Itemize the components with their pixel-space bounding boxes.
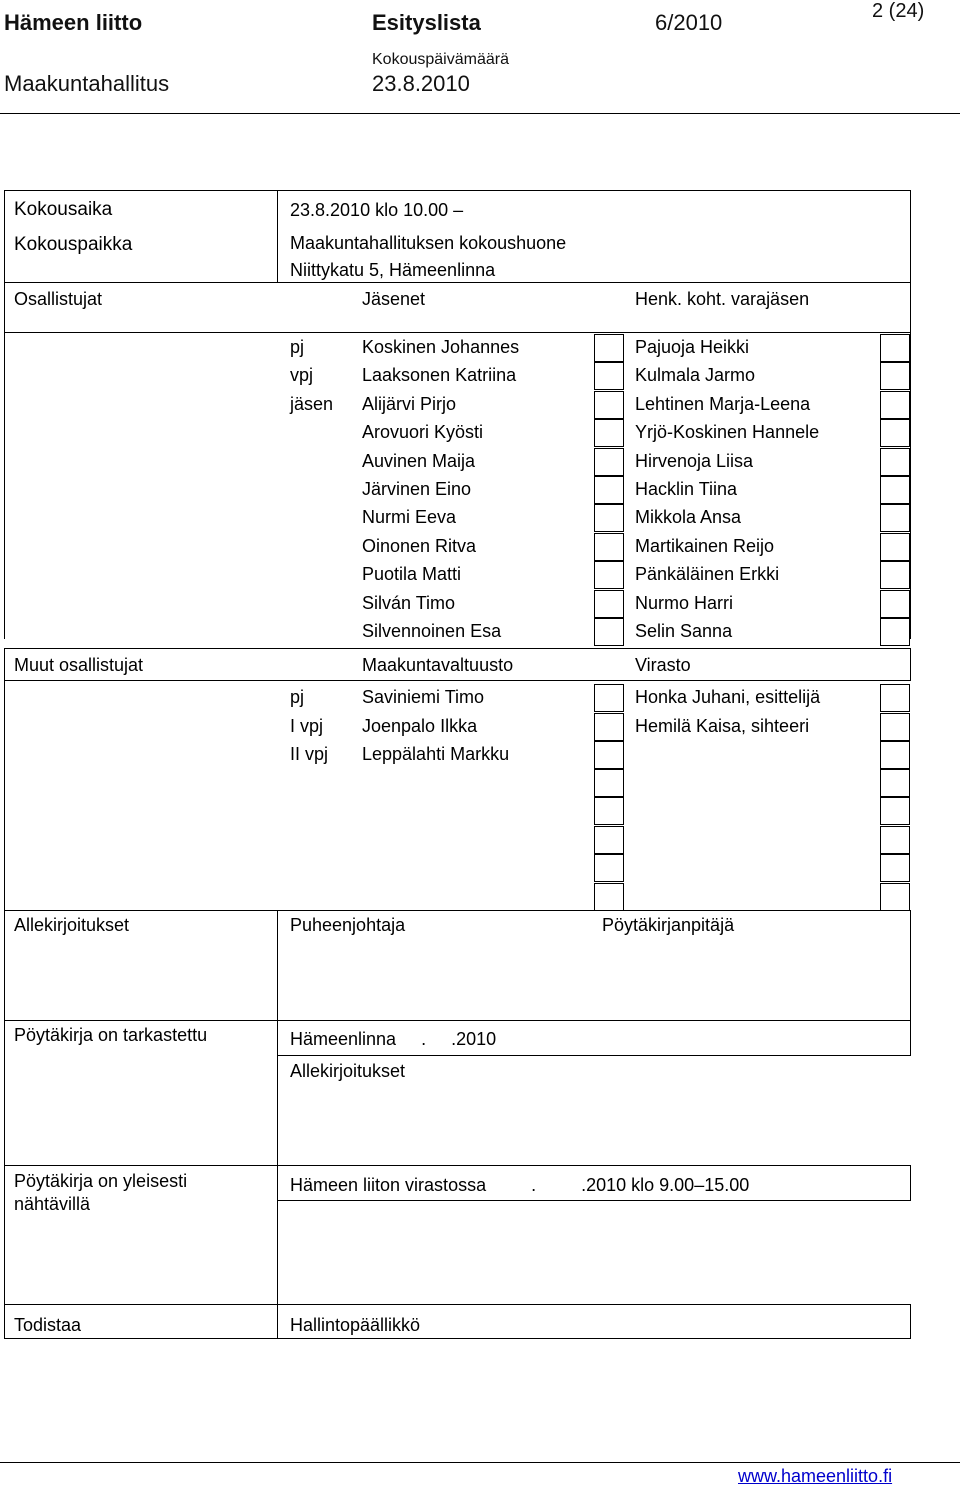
deputy-name: Mikkola Ansa: [635, 507, 742, 528]
signatures-label: Allekirjoitukset: [14, 915, 130, 935]
meeting-place-label: Kokouspaikka: [14, 234, 133, 255]
member-attendance-checkbox[interactable]: [594, 334, 624, 362]
deputy-name: Hacklin Tiina: [635, 479, 738, 499]
empty-checkbox[interactable]: [880, 797, 910, 825]
participant-role: jäsen: [290, 393, 334, 414]
header-rule: [0, 113, 960, 114]
deputies-header: Henk. koht. varajäsen: [635, 289, 810, 309]
member-name: Nurmi Eeva: [362, 507, 457, 528]
secretary-label: Pöytäkirjanpitäjä: [602, 915, 735, 935]
deputy-name: Hirvenoja Liisa: [635, 450, 754, 471]
office-name: Hemilä Kaisa, sihteeri: [635, 715, 810, 736]
council-attendance-checkbox[interactable]: [594, 741, 624, 769]
member-attendance-checkbox[interactable]: [594, 362, 624, 390]
member-name: Auvinen Maija: [362, 450, 476, 471]
body-name: Maakuntahallitus: [4, 71, 170, 96]
deputy-attendance-checkbox[interactable]: [880, 504, 910, 532]
checked-signatures: Allekirjoitukset: [290, 1061, 406, 1081]
deputy-attendance-checkbox[interactable]: [880, 391, 910, 419]
deputy-name: Kulmala Jarmo: [635, 365, 756, 386]
office-header: Virasto: [635, 655, 691, 675]
participant-role: vpj: [290, 365, 314, 386]
council-attendance-checkbox[interactable]: [594, 713, 624, 741]
checked-place-date: Hämeenlinna . .2010: [290, 1029, 497, 1049]
meeting-place-line2: Niittykatu 5, Hämeenlinna: [290, 260, 496, 280]
member-name: Silvennoinen Esa: [362, 621, 502, 641]
member-name: Laaksonen Katriina: [362, 365, 517, 386]
empty-checkbox[interactable]: [880, 883, 910, 911]
public-value: Hämeen liiton virastossa . .2010 klo 9.00–15.00: [290, 1175, 750, 1195]
member-name: Koskinen Johannes: [362, 337, 520, 357]
deputy-name: Martikainen Reijo: [635, 535, 775, 556]
deputy-attendance-checkbox[interactable]: [880, 334, 910, 362]
member-name: Alijärvi Pirjo: [362, 393, 457, 414]
member-attendance-checkbox[interactable]: [594, 618, 624, 646]
deputy-attendance-checkbox[interactable]: [880, 476, 910, 504]
member-name: Puotila Matti: [362, 564, 462, 585]
office-name: Honka Juhani, esittelijä: [635, 687, 821, 707]
members-header: Jäsenet: [362, 289, 426, 309]
council-name: Leppälahti Markku: [362, 744, 510, 764]
empty-checkbox[interactable]: [594, 883, 624, 911]
member-attendance-checkbox[interactable]: [594, 476, 624, 504]
member-attendance-checkbox[interactable]: [594, 448, 624, 476]
website-link[interactable]: www.hameenliitto.fi: [738, 1466, 893, 1486]
member-name: Oinonen Ritva: [362, 535, 477, 556]
deputy-attendance-checkbox[interactable]: [880, 448, 910, 476]
empty-checkbox[interactable]: [594, 854, 624, 882]
council-header: Maakuntavaltuusto: [362, 655, 514, 675]
deputy-name: Pajuoja Heikki: [635, 337, 750, 357]
member-attendance-checkbox[interactable]: [594, 419, 624, 447]
deputy-name: Yrjö-Koskinen Hannele: [635, 422, 820, 443]
member-attendance-checkbox[interactable]: [594, 391, 624, 419]
empty-checkbox[interactable]: [594, 769, 624, 797]
member-attendance-checkbox[interactable]: [594, 590, 624, 618]
certify-label: Todistaa: [14, 1315, 82, 1335]
deputy-name: Selin Sanna: [635, 621, 733, 641]
page-number: 2 (24): [872, 0, 925, 22]
member-attendance-checkbox[interactable]: [594, 504, 624, 532]
participant-role: pj: [290, 337, 305, 357]
checked-label: Pöytäkirja on tarkastettu: [14, 1025, 208, 1045]
deputy-name: Lehtinen Marja-Leena: [635, 393, 811, 414]
meeting-time-value: 23.8.2010 klo 10.00 –: [290, 200, 464, 220]
member-attendance-checkbox[interactable]: [594, 533, 624, 561]
other-role: I vpj: [290, 715, 324, 736]
council-name: Joenpalo Ilkka: [362, 715, 478, 736]
other-role: II vpj: [290, 744, 329, 764]
org-name: Hämeen liitto: [4, 10, 143, 35]
chair-label: Puheenjohtaja: [290, 915, 406, 935]
office-attendance-checkbox[interactable]: [880, 713, 910, 741]
member-attendance-checkbox[interactable]: [594, 561, 624, 589]
doc-number: 6/2010: [655, 10, 723, 35]
council-name: Saviniemi Timo: [362, 687, 485, 707]
office-attendance-checkbox[interactable]: [880, 741, 910, 769]
deputy-attendance-checkbox[interactable]: [880, 419, 910, 447]
member-name: Silván Timo: [362, 592, 456, 613]
deputy-attendance-checkbox[interactable]: [880, 362, 910, 390]
doc-type: Esityslista: [372, 10, 481, 35]
footer-rule: [0, 1462, 960, 1463]
other-role: pj: [290, 687, 305, 707]
member-name: Arovuori Kyösti: [362, 422, 484, 443]
deputy-attendance-checkbox[interactable]: [880, 561, 910, 589]
meeting-date: 23.8.2010: [372, 71, 470, 96]
others-label: Muut osallistujat: [14, 655, 144, 675]
member-name: Järvinen Eino: [362, 479, 472, 499]
certify-value: Hallintopäällikkö: [290, 1315, 421, 1335]
council-attendance-checkbox[interactable]: [594, 684, 624, 712]
empty-checkbox[interactable]: [880, 854, 910, 882]
empty-checkbox[interactable]: [880, 826, 910, 854]
deputy-name: Nurmo Harri: [635, 592, 734, 613]
office-attendance-checkbox[interactable]: [880, 684, 910, 712]
deputy-attendance-checkbox[interactable]: [880, 590, 910, 618]
deputy-attendance-checkbox[interactable]: [880, 533, 910, 561]
public-label-line1: Pöytäkirja on yleisesti: [14, 1171, 188, 1191]
deputy-attendance-checkbox[interactable]: [880, 618, 910, 646]
meeting-time-label: Kokousaika: [14, 199, 113, 220]
public-label-line2: nähtävillä: [14, 1194, 91, 1214]
participants-label: Osallistujat: [14, 289, 103, 309]
deputy-name: Pänkäläinen Erkki: [635, 564, 780, 585]
empty-checkbox[interactable]: [880, 769, 910, 797]
meeting-date-label: Kokouspäivämäärä: [372, 51, 509, 68]
meeting-place-line1: Maakuntahallituksen kokoushuone: [290, 233, 567, 253]
empty-checkbox[interactable]: [594, 797, 624, 825]
empty-checkbox[interactable]: [594, 826, 624, 854]
